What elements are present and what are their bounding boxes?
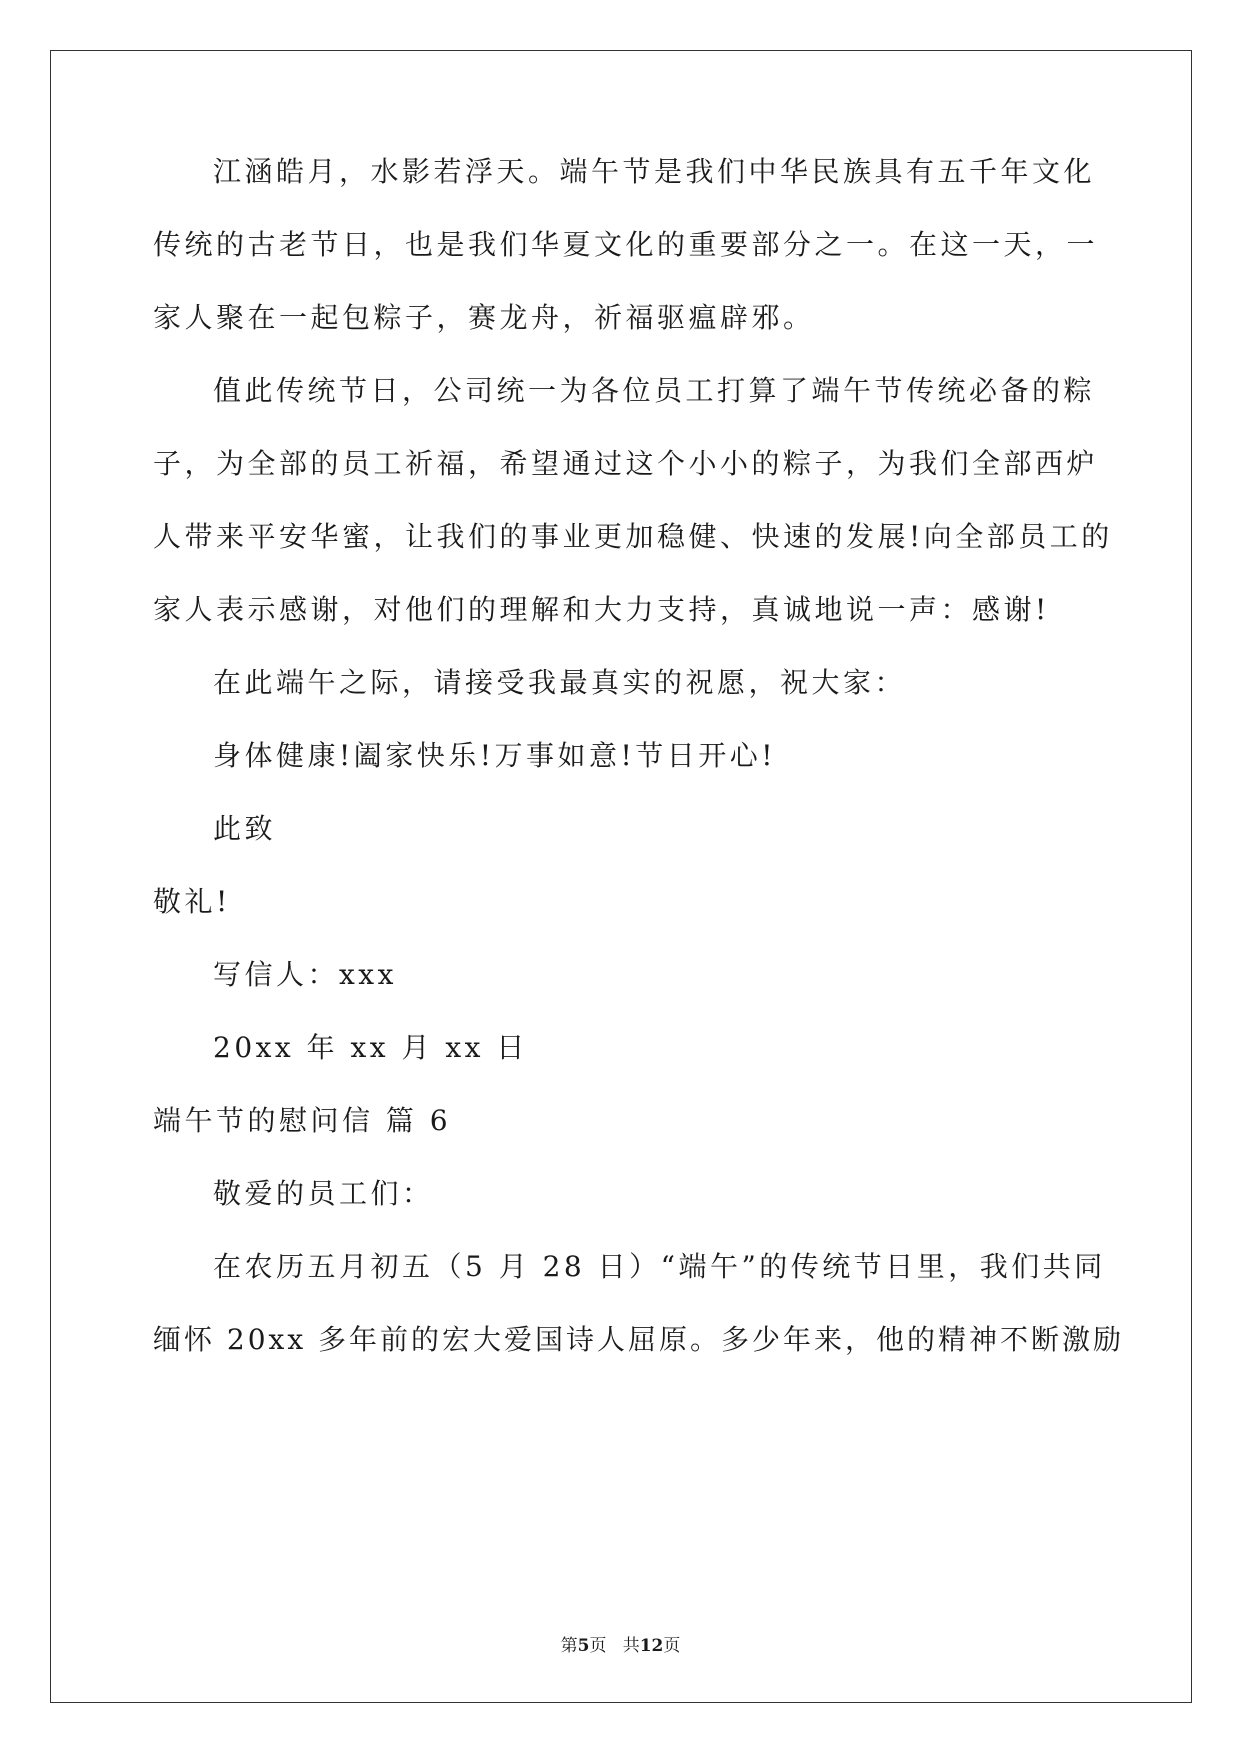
section-heading: 端午节的慰问信 篇 6 [153,1104,452,1137]
salutation-line: 敬礼! [153,885,231,918]
page-footer [0,1634,1241,1658]
footer-prefix: 第 [560,1636,578,1656]
closing-line: 此致 [213,812,277,845]
paragraph-line: 在农历五月初五（5 月 28 日）“端午”的传统节日里，我们共同 [213,1250,1106,1283]
footer-total-prefix: 共 [622,1636,640,1656]
paragraph-line: 家人表示感谢，对他们的理解和大力支持，真诚地说一声：感谢! [153,593,1050,626]
paragraph-line: 缅怀 20xx 多年前的宏大爱国诗人屈原。多少年来，他的精神不断激励 [153,1323,1125,1356]
greeting-line: 敬爱的员工们： [213,1177,434,1210]
signature-line: 写信人：xxx [213,958,397,991]
paragraph-line: 子，为全部的员工祈福，希望通过这个小小的粽子，为我们全部西炉 [153,447,1099,480]
footer-total-unit: 页 [663,1636,681,1656]
footer-total-pages: 12 [639,1636,664,1656]
paragraph-line: 在此端午之际，请接受我最真实的祝愿，祝大家： [213,666,907,699]
footer-page-unit: 页 [589,1636,607,1656]
paragraph-line: 家人聚在一起包粽子，赛龙舟，祈福驱瘟辟邪。 [153,301,815,334]
paragraph-line: 传统的古老节日，也是我们华夏文化的重要部分之一。在这一天，一 [153,228,1099,261]
blessing-line: 身体健康!阖家快乐!万事如意!节日开心! [213,739,777,772]
footer-page-number: 5 [577,1636,590,1656]
date-line: 20xx 年 xx 月 xx 日 [213,1031,528,1064]
paragraph-line: 值此传统节日，公司统一为各位员工打算了端午节传统必备的粽 [213,374,1096,407]
paragraph-line: 人带来平安华蜜，让我们的事业更加稳健、快速的发展!向全部员工的 [153,520,1113,553]
paragraph-line: 江涵皓月，水影若浮天。端午节是我们中华民族具有五千年文化 [213,155,1096,188]
